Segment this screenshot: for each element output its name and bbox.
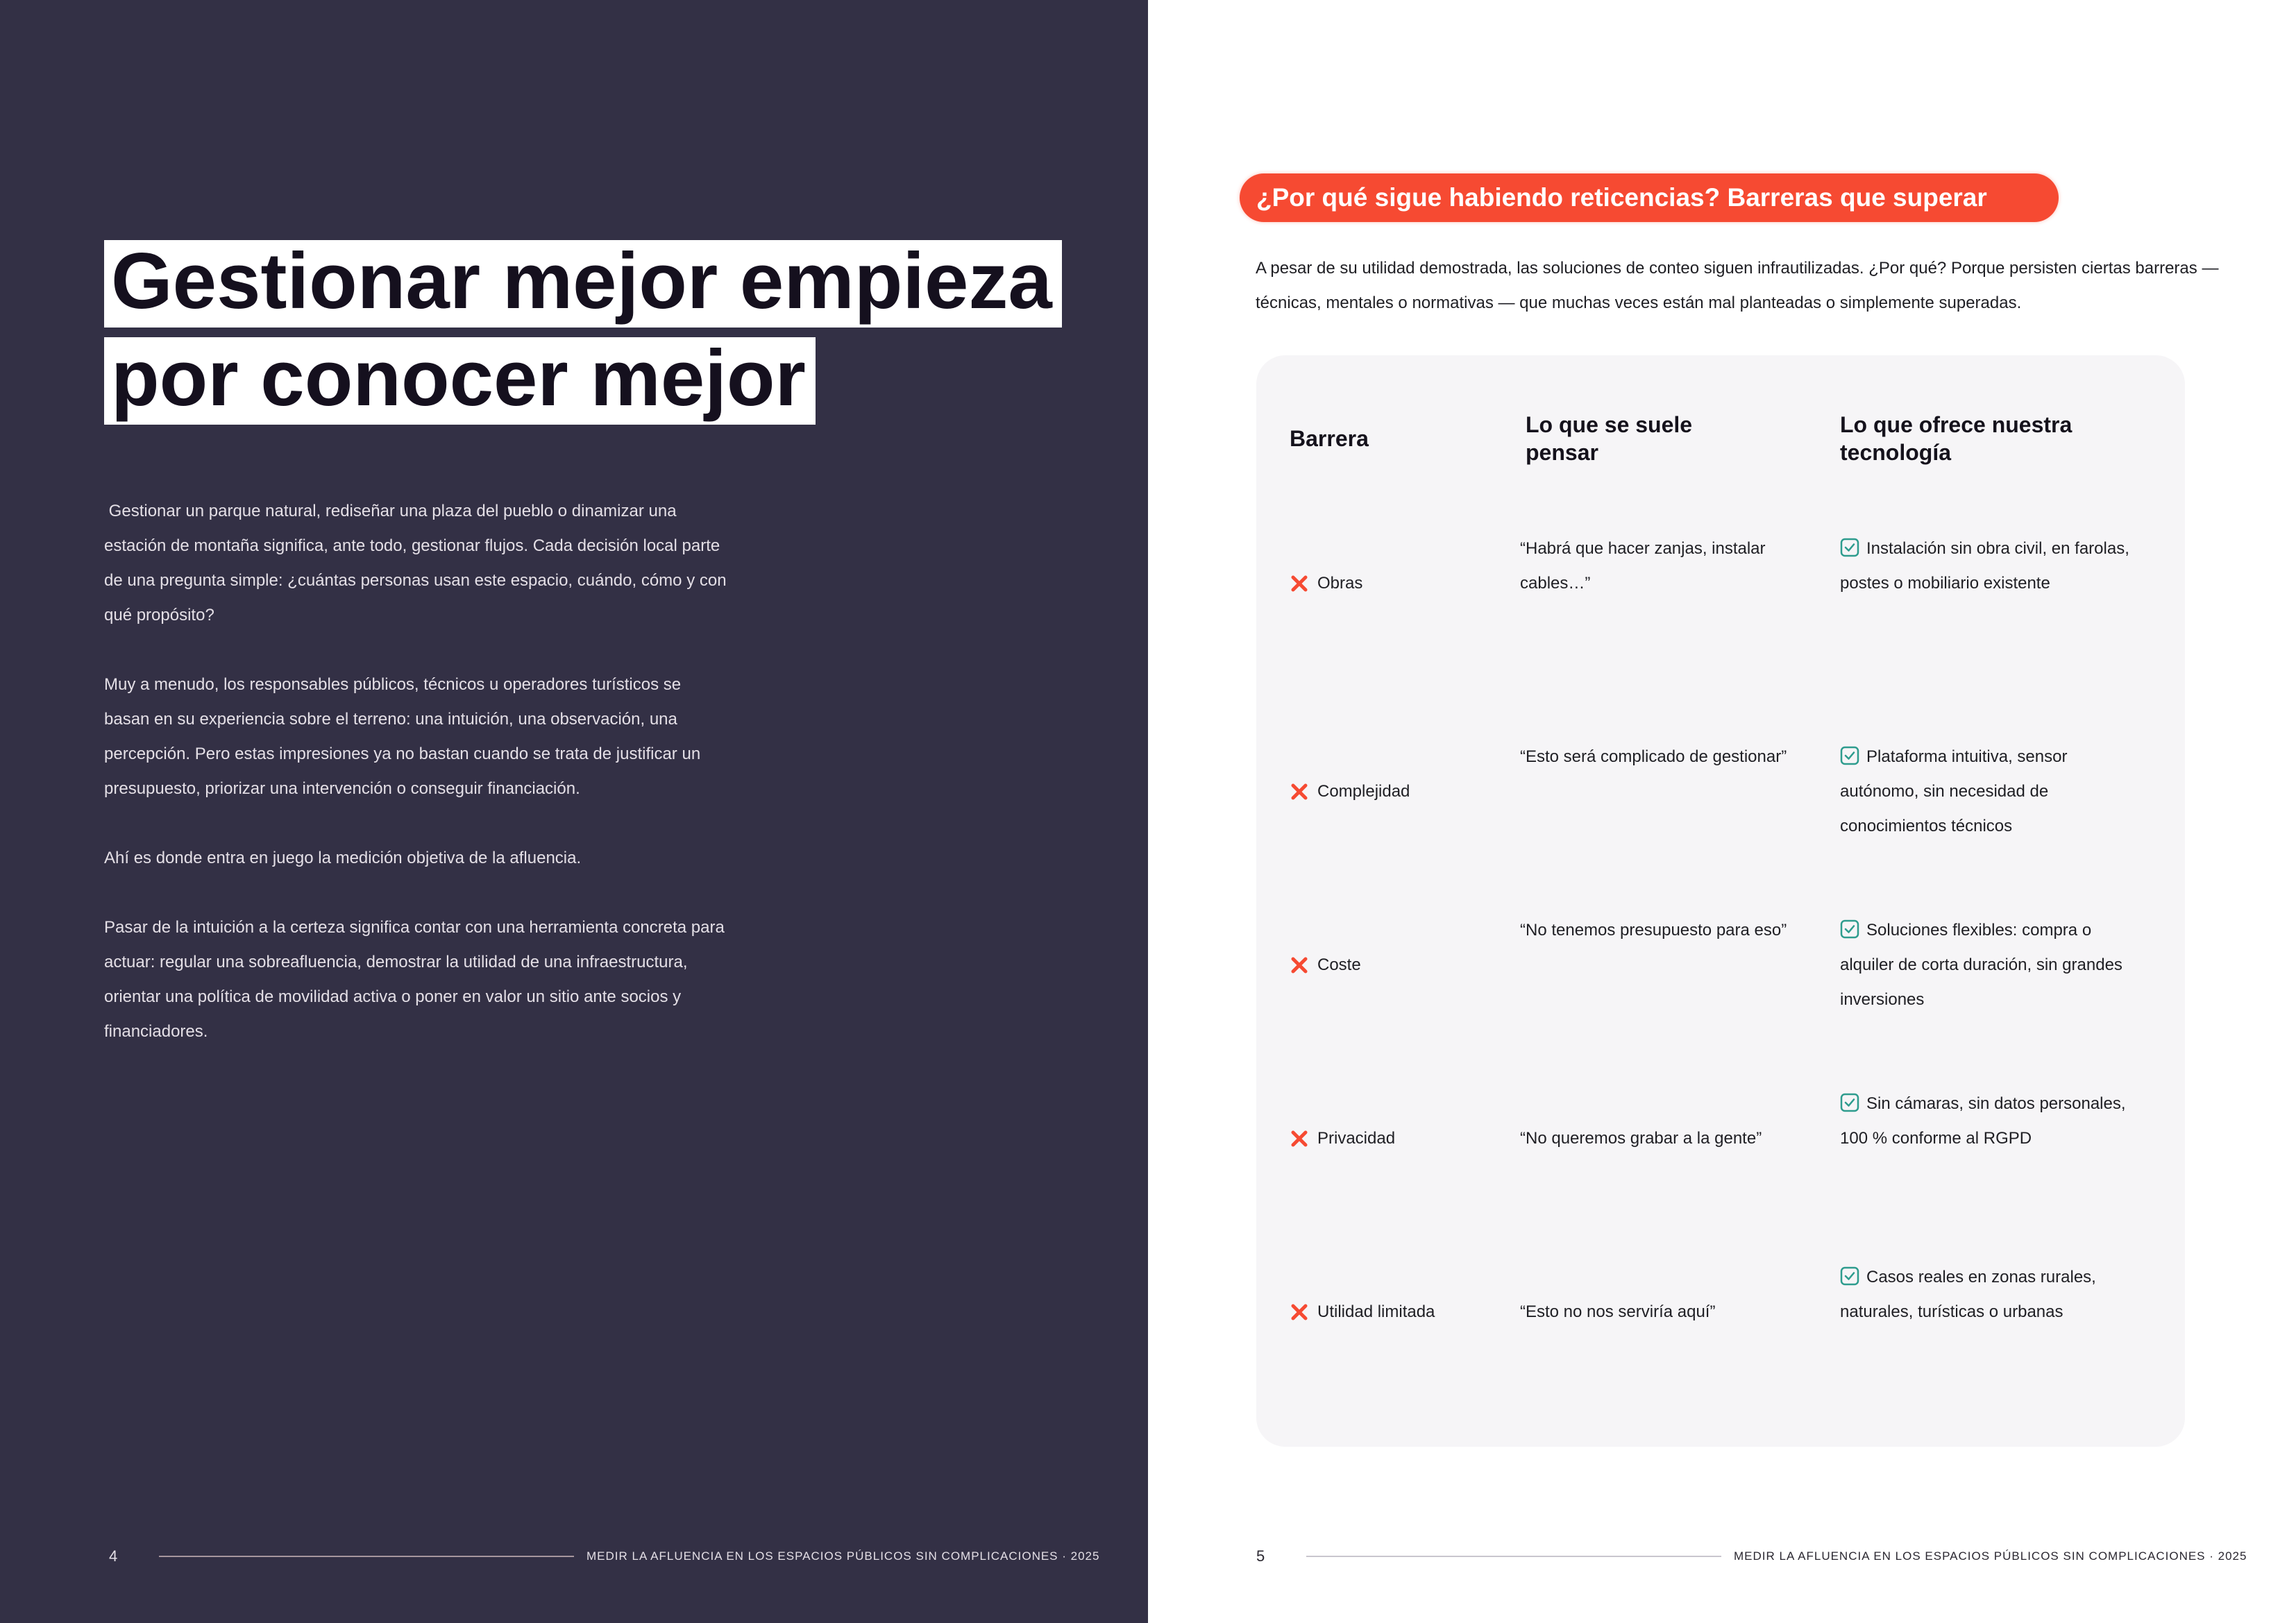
offer-label: Soluciones flexibles: compra o alquiler de corta duración, sin grandes inversiones (1840, 921, 2122, 1009)
page-number: 4 (109, 1547, 118, 1565)
paragraph-2: Muy a menudo, los responsables públicos, técnicos u operadores turísticos se basan en su experiencia sobre el terreno: una intuición, una observación, una percepción. Pero estas impresiones ya no bastan cuando se trata de justificar un presupuesto, priorizar una intervención o conseguir financiación. (104, 675, 701, 798)
barrier-label: Complejidad (1317, 782, 1410, 801)
paragraph-4: Pasar de la intuición a la certeza significa contar con una herramienta concreta para actuar: regular una sobreafluencia, demostrar la utilidad de una infraestructura, orientar una política de movilidad activa o poner en valor un sitio ante socios y financiadores. (104, 918, 725, 1041)
right-page (1148, 0, 2296, 1623)
offer-cell (1840, 1087, 2145, 1156)
thought-cell: “Habrá que hacer zanjas, instalar cables…” (1520, 539, 1766, 593)
offer-label: Plataforma intuitiva, sensor autónomo, sin necesidad de conocimientos técnicos (1840, 747, 2068, 835)
paragraph-1: Gestionar un parque natural, rediseñar una plaza del pueblo o dinamizar una estación de montaña significa, ante todo, gestionar flujos. Cada decisión local parte de una pregunta simple: ¿cuántas personas usan este espacio, cuándo, cómo y con qué propósito? (104, 502, 732, 624)
page-number: 5 (1256, 1547, 1265, 1565)
barrier-cell (1290, 774, 1410, 809)
checkbox-check-icon (1840, 1266, 1859, 1286)
barrier-label: Utilidad limitada (1317, 1302, 1435, 1321)
checkbox-check-icon (1840, 1093, 1859, 1112)
checkbox-check-icon (1840, 919, 1859, 939)
offer-label: Casos reales en zonas rurales, naturales, turísticas o urbanas (1840, 1268, 2096, 1321)
checkbox-check-icon (1840, 538, 1859, 557)
x-mark-icon (1290, 574, 1309, 593)
x-mark-icon (1290, 955, 1309, 975)
table-header-thought: Lo que se suele pensar (1526, 412, 1693, 465)
thought-cell: “No tenemos presupuesto para eso” (1520, 921, 1787, 940)
footer-text: MEDIR LA AFLUENCIA EN LOS ESPACIOS PÚBLICOS SIN COMPLICACIONES · 2025 (1734, 1549, 2247, 1563)
offer-cell (1840, 740, 2145, 844)
barrier-cell (1290, 1295, 1435, 1329)
barrier-label: Coste (1317, 955, 1361, 974)
x-mark-icon (1290, 1129, 1309, 1148)
thought-cell: “No queremos grabar a la gente” (1520, 1129, 1762, 1148)
page-title-line-2: por conocer mejor (104, 337, 816, 425)
table-header-barrier: Barrera (1290, 426, 1369, 451)
x-mark-icon (1290, 782, 1309, 801)
offer-cell (1840, 1260, 2145, 1329)
body-text (104, 494, 732, 1084)
table-header-offer: Lo que ofrece nuestra tecnología (1840, 412, 2073, 465)
footer-right (1256, 1546, 2247, 1567)
barrier-cell (1290, 1121, 1395, 1156)
footer-rule (159, 1556, 574, 1557)
barriers-table (1256, 355, 2185, 1447)
intro-text: A pesar de su utilidad demostrada, las soluciones de conteo siguen infrautilizadas. ¿Por qué? Porque persisten ciertas barreras — técnicas, mentales o normativas — que muchas veces están mal planteadas o simplemente superadas. (1256, 259, 2219, 312)
page-title-line-1: Gestionar mejor empieza (104, 240, 1062, 328)
barrier-cell (1290, 948, 1361, 983)
offer-label: Instalación sin obra civil, en farolas, postes o mobiliario existente (1840, 539, 2129, 593)
section-heading: ¿Por qué sigue habiendo reticencias? Barreras que superar (1240, 173, 2059, 222)
footer-rule (1306, 1556, 1721, 1557)
footer-left (109, 1546, 1099, 1567)
offer-cell (1840, 532, 2145, 601)
footer-text: MEDIR LA AFLUENCIA EN LOS ESPACIOS PÚBLICOS SIN COMPLICACIONES · 2025 (586, 1549, 1100, 1563)
paragraph-3: Ahí es donde entra en juego la medición objetiva de la afluencia. (104, 849, 582, 867)
thought-cell: “Esto no nos serviría aquí” (1520, 1302, 1716, 1321)
checkbox-check-icon (1840, 746, 1859, 765)
thought-cell: “Esto será complicado de gestionar” (1520, 747, 1787, 766)
offer-cell (1840, 913, 2145, 1017)
offer-label: Sin cámaras, sin datos personales, 100 % conforme al RGPD (1840, 1094, 2126, 1148)
barrier-label: Privacidad (1317, 1129, 1396, 1148)
barrier-label: Obras (1317, 574, 1363, 593)
x-mark-icon (1290, 1302, 1309, 1322)
barrier-cell (1290, 566, 1362, 601)
